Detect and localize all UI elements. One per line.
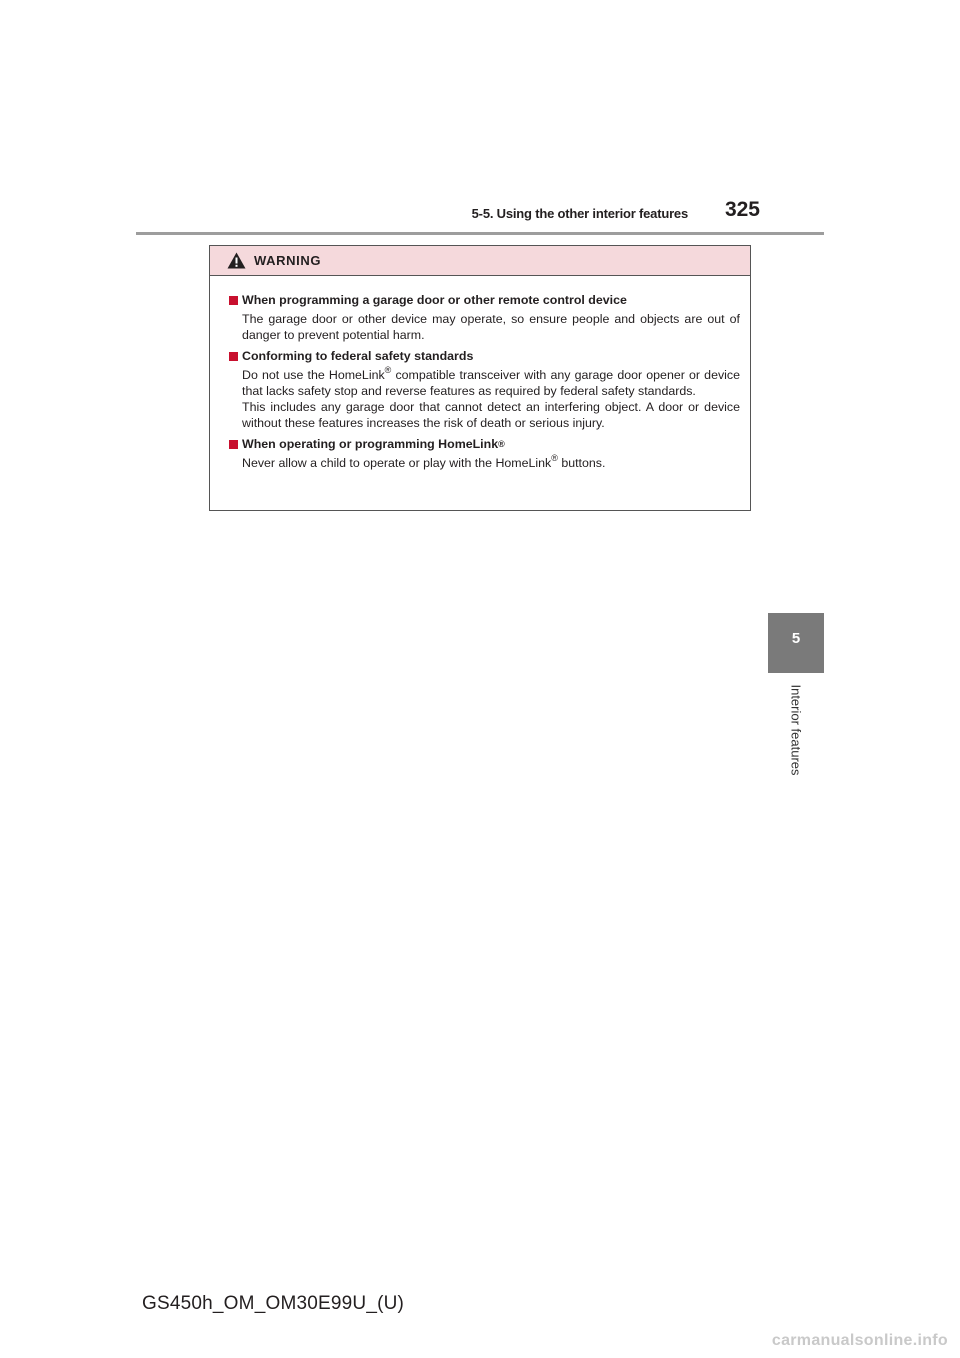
square-bullet-icon — [229, 440, 238, 449]
section-title: 5-5. Using the other interior features — [471, 206, 688, 221]
page-number: 325 — [724, 198, 760, 221]
warning-body — [210, 276, 750, 471]
watermark: carmanualsonline.info — [771, 1332, 948, 1349]
warning-item-text: Never allow a child to operate or play with the HomeLink® buttons. — [242, 453, 606, 470]
warning-box — [209, 245, 751, 511]
warning-item-heading: When operating or programming HomeLink ® — [229, 436, 740, 452]
warning-triangle-icon — [227, 252, 246, 269]
chapter-tab — [768, 613, 824, 673]
warning-header — [210, 246, 750, 276]
header-divider — [136, 232, 824, 235]
square-bullet-icon — [229, 296, 238, 305]
warning-item-text: The garage door or other device may operate, so ensure people and objects are out of danger to prevent potential harm. — [242, 312, 740, 342]
warning-item-heading: When programming a garage door or other remote control device — [229, 292, 740, 308]
document-code: GS450h_OM_OM30E99U_(U) — [142, 1293, 405, 1314]
square-bullet-icon — [229, 352, 238, 361]
chapter-number: 5 — [791, 630, 801, 647]
warning-item-text: Do not use the HomeLink® compatible transceiver with any garage door opener or device that lacks safety stop and reverse features as required by federal safety standards. This includes any garage door that cannot detect an interfering object. A door or device without these features increases the risk of death or serious injury. — [242, 365, 740, 430]
warning-title: WARNING — [254, 253, 322, 268]
chapter-label: Interior features — [788, 684, 804, 776]
warning-item-heading: Conforming to federal safety standards — [229, 348, 740, 364]
